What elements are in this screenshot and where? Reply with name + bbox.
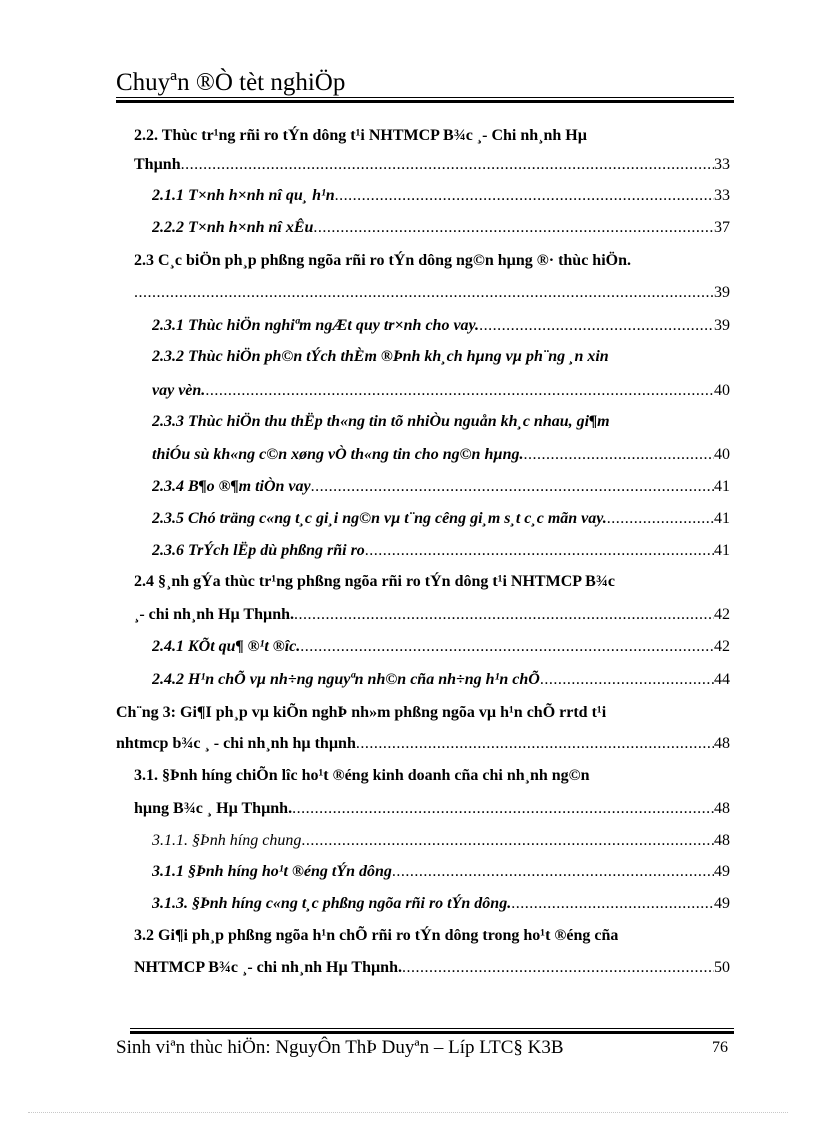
toc-entry-2-3-4 [152, 477, 730, 497]
toc-leader-dots [523, 445, 714, 465]
toc-entry-label: NHTMCP B¾c ¸- chi nh¸nh Hµ Thµnh. [134, 959, 402, 976]
toc-leader-dots [181, 155, 714, 175]
toc-page-number: 37 [714, 219, 730, 236]
toc-entry-2-4-line1: 2.4 §¸nh gÝa thùc tr¹ng phßng ngõa rñi ro tÝn dông t¹i NHTMCP B¾c [134, 573, 615, 590]
toc-page-number: 48 [714, 832, 730, 849]
toc-leader-dots [607, 509, 714, 529]
toc-entry-2-2-2 [152, 218, 730, 238]
toc-page-number: 42 [714, 638, 730, 655]
toc-entry-2-3-3-line1: 2.3.3 Thùc hiÖn thu thËp th«ng tin tõ nhiÒu nguån kh¸c nhau, gi¶m [152, 413, 610, 430]
toc-leader-dots [294, 605, 714, 625]
toc-entry-label: ¸- chi nh¸nh Hµ Thµnh. [134, 606, 294, 623]
toc-entry-3-2 [134, 958, 730, 978]
toc-page-number: 33 [714, 156, 730, 173]
toc-entry-label: 2.4.2 H¹n chÕ vµ nh÷ng nguyªn nh©n cña nh÷ng h¹n chÕ [152, 671, 540, 688]
toc-leader-dots [292, 799, 714, 819]
toc-page-number: 48 [714, 800, 730, 817]
toc-leader-dots [402, 958, 714, 978]
toc-entry-2-2 [134, 155, 730, 175]
toc-entry-chapter-3 [116, 734, 730, 754]
page-bottom-edge [28, 1112, 788, 1113]
toc-entry-label: 2.3.6 TrÝch lËp dù phßng rñi ro [152, 542, 365, 559]
header-rule-thick [116, 100, 734, 103]
toc-leader-dots [313, 218, 714, 238]
footer-page-number: 76 [712, 1039, 728, 1056]
toc-page-number: 49 [714, 895, 730, 912]
toc-leader-dots [301, 831, 714, 851]
toc-page-number: 44 [714, 671, 730, 688]
toc-entry-2-3-6 [152, 541, 730, 561]
toc-page-number: 50 [714, 959, 730, 976]
toc-entry-2-1-1 [152, 186, 730, 206]
toc-entry-3-1 [134, 799, 730, 819]
toc-entry-label: 2.3.5 Chó träng c«ng t¸c gi¸i ng©n vµ t¨ng cêng gi¸m s¸t c¸c mãn vay. [152, 510, 607, 527]
toc-entry-label: 3.1.1 §Þnh híng ho¹t ®éng tÝn dông [152, 863, 392, 880]
toc-leader-dots [205, 381, 714, 401]
toc-entry-2-3-2 [152, 381, 730, 401]
toc-leader-dots [356, 734, 714, 754]
toc-entry-label: hµng B¾c ¸ Hµ Thµnh. [134, 800, 293, 817]
toc-page-number: 39 [714, 284, 730, 301]
toc-page-number: 40 [714, 382, 730, 399]
toc-entry-label: nhtmcp b¾c ¸ - chi nh¸nh hµ thµnh [116, 735, 356, 752]
toc-entry-3-1-1-general [152, 831, 730, 851]
toc-entry-2-3-2-line1: 2.3.2 Thùc hiÖn ph©n tÝch thÈm ®Þnh kh¸ch hµng vµ ph¨ng ¸n xin [152, 348, 609, 365]
footer-rule-thick [130, 1031, 734, 1034]
toc-entry-2-3 [134, 283, 730, 303]
toc-entry-2-4-1 [152, 637, 730, 657]
toc-entry-label: vay vèn. [152, 382, 206, 399]
toc-page-number: 39 [714, 317, 730, 334]
toc-entry-2-3-1 [152, 316, 730, 336]
toc-leader-dots [365, 541, 714, 561]
toc-entry-label: 2.3.4 B¶o ®¶m tiÒn vay [152, 478, 311, 495]
toc-entry-label: 3.1.1. §Þnh híng chung [152, 832, 302, 849]
toc-page-number: 33 [714, 187, 730, 204]
toc-entry-2-4 [134, 605, 730, 625]
toc-leader-dots [479, 316, 714, 336]
toc-leader-dots [392, 862, 714, 882]
toc-leader-dots [134, 283, 714, 303]
toc-entry-label: thiÓu sù kh«ng c©n xøng vÒ th«ng tin cho ng©n hµng. [152, 446, 524, 463]
toc-entry-3-1-1-credit [152, 862, 730, 882]
toc-entry-3-1-line1: 3.1. §Þnh híng chiÕn lîc ho¹t ®éng kinh doanh cña chi nh¸nh ng©n [134, 767, 590, 784]
toc-page-number: 48 [714, 735, 730, 752]
toc-entry-2-2-line1: 2.2. Thùc tr¹ng rñi ro tÝn dông t¹i NHTMCP B¾c ¸- Chi nh¸nh Hµ [134, 127, 587, 144]
footer-rule-thin [130, 1028, 734, 1029]
toc-page-number: 41 [714, 542, 730, 559]
toc-leader-dots [311, 477, 714, 497]
toc-entry-label: 2.4.1 KÕt qu¶ ®¹t ®îc. [152, 638, 301, 655]
toc-leader-dots [335, 186, 714, 206]
toc-entry-2-3-line1: 2.3 C¸c biÖn ph¸p phßng ngõa rñi ro tÝn dông ng©n hµng ®· thùc hiÖn. [134, 252, 631, 269]
toc-entry-2-4-2 [152, 670, 730, 690]
toc-leader-dots [300, 637, 714, 657]
toc-entry-label: 3.1.3. §Þnh híng c«ng t¸c phßng ngõa rñi ro tÝn dông. [152, 895, 512, 912]
toc-entry-2-3-3 [152, 445, 730, 465]
header-title: Chuyªn ®Ò tèt nghiÖp [116, 69, 346, 96]
toc-leader-dots [540, 670, 714, 690]
toc-entry-label: 2.3.1 Thùc hiÖn nghiªm ngÆt quy tr×nh cho vay. [152, 317, 480, 334]
toc-entry-chapter-3-line1: Ch¨ng 3: Gi¶I ph¸p vµ kiÕn nghÞ nh»m phßng ngõa vµ h¹n chÕ rrtd t¹i [116, 704, 607, 721]
toc-page-number: 49 [714, 863, 730, 880]
toc-entry-3-1-3 [152, 894, 730, 914]
toc-entry-label: 2.1.1 T×nh h×nh nî qu¸ h¹n [152, 187, 335, 204]
toc-entry-3-2-line1: 3.2 Gi¶i ph¸p phßng ngõa h¹n chÕ rñi ro tÝn dông trong ho¹t ®éng cña [134, 927, 619, 944]
toc-page-number: 42 [714, 606, 730, 623]
header-rule-thin [116, 97, 734, 98]
toc-entry-label: 2.2.2 T×nh h×nh nî xÊu [152, 219, 314, 236]
toc-leader-dots [511, 894, 714, 914]
toc-entry-2-3-5 [152, 509, 730, 529]
toc-entry-label: Thµnh [134, 156, 181, 173]
toc-page-number: 41 [714, 478, 730, 495]
footer-author: Sinh viªn thùc hiÖn: NguyÔn ThÞ Duyªn – Líp LTC§ K3B [116, 1037, 564, 1058]
toc-page-number: 41 [714, 510, 730, 527]
toc-page-number: 40 [714, 446, 730, 463]
